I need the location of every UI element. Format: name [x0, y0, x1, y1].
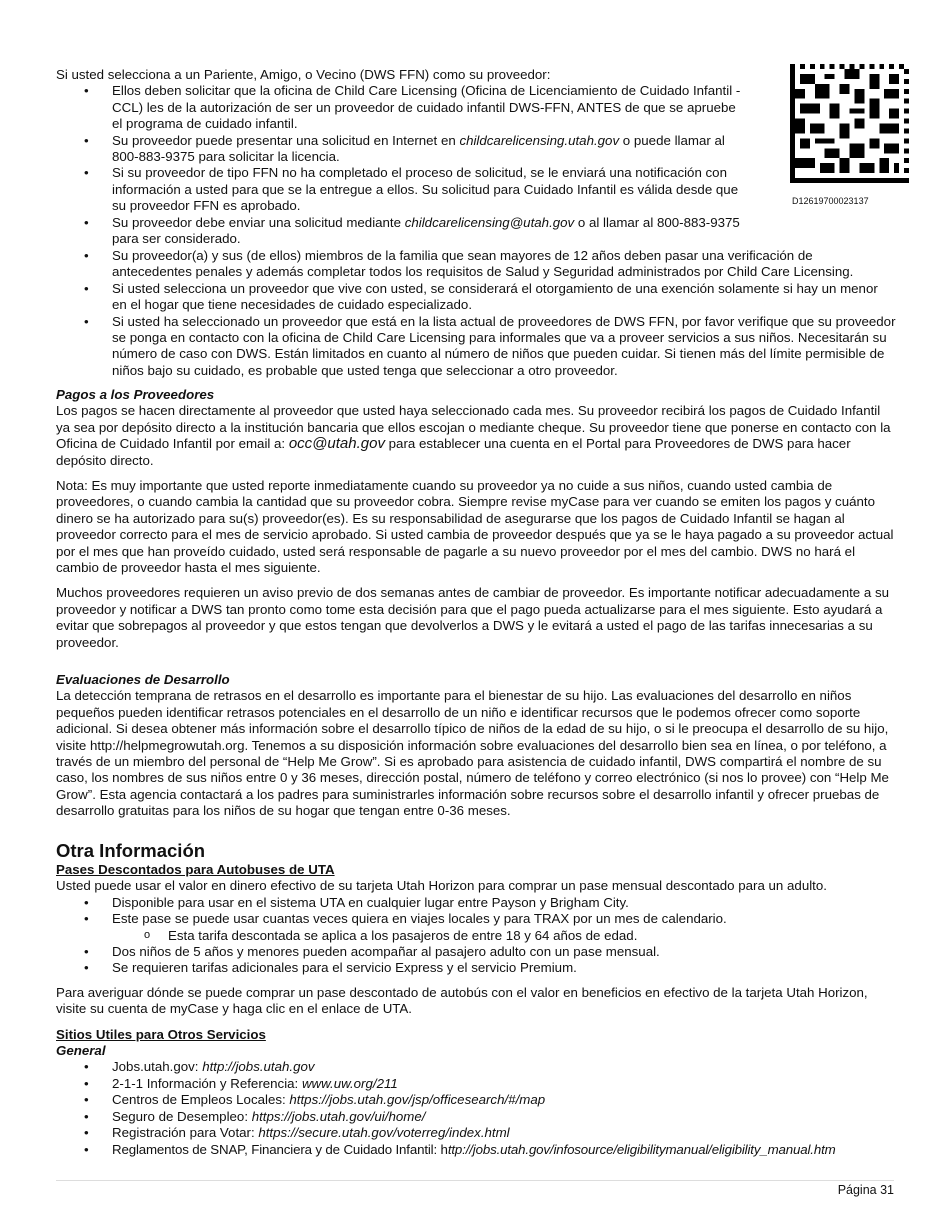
list-item: • Su proveedor(a) y sus (de ellos) miembros de la familia que sean mayores de 12 años deben pasar una verificación de antecedentes penales y además completar todos los requisitos de Salud y Seguridad administrados por Child Care Licensing. [56, 248, 896, 281]
list-item [56, 1092, 906, 1108]
pagos-section [56, 387, 896, 651]
otra-heading: Otra Información [56, 840, 206, 861]
link-label: Registración para Votar: [112, 1125, 259, 1141]
uta-bullet-list [56, 895, 906, 977]
list-item [56, 133, 746, 166]
list-item: • Dos niños de 5 años y menores pueden acompañar al pasajero adulto con un pase mensual. [56, 944, 906, 960]
footer-divider [56, 1180, 894, 1181]
general-subheading: General [56, 1043, 106, 1059]
list-item [56, 1059, 906, 1075]
list-item: • Si usted ha seleccionado un proveedor que está en la lista actual de proveedores de DWS FFN, por favor verifique que su proveedor se ponga en contacto con la oficina de Child Care Licensing para informales que va a proveer servicios a sus niños. Necesitarán su número de caso con DWS. Están limitados en cuanto al número de niños que pueden cuidar. Si tienen más del límite permisible de niños bajo su cuidado, es probable que usted tenga que seleccionar a otro proveedor. [56, 314, 896, 380]
list-item-text: o puede llamar al 800-883-9375 para solicitar la licencia. [112, 132, 725, 165]
evaluaciones-paragraph: La detección temprana de retrasos en el desarrollo es importante para el bienestar de su hijo. Las evaluaciones del desarrollo en niños pequeños pueden identificar retrasos potenciales en el desarrollo de un niño e identificar recursos que le podemos ofrecer como soporte adicional. Si desea obtener más información sobre el desarrollo típico de niños de la edad de su hijo, o si le preocupa el desarrollo de su hijo, visite http://helpmegrowutah.org. Tenemos a su disposición información sobre evaluaciones del desarrollo bien sea en línea, o por teléfono, a través de un miembro del personal de “Help Me Grow”. Si es aprobado para asistencia de cuidado infantil, DWS compartirá el nombre de su caso, los nombres de sus niños entre 0 y 36 meses, dirección postal, número de teléfono y correo electrónico (si nos lo provee) con “Help Me Grow”. Esta agencia contactará a los padres para suministrarles información sobre recursos sobre el desarrollo infantil y ofrecer pruebas de desarrollo gratuitas para los niños de su hogar que tengan entre 0-36 meses. [56, 688, 889, 819]
sitios-link-list [56, 1059, 906, 1157]
page-number: Página 31 [837, 1183, 894, 1197]
list-item: • Se requieren tarifas adicionales para el servicio Express y el servicio Premium. [56, 960, 906, 976]
list-item [56, 1076, 906, 1092]
pagos-paragraph-1 [56, 403, 896, 469]
list-item [56, 1142, 906, 1158]
paragraph-text: Los pagos se hacen directamente al proveedor que usted haya seleccionado cada mes. Su proveedor recibirá los pagos de Cuidado Infantil ya sea por depósito directo a la institución bancaria que ellos escojan o mediante cheque. Su proveedor tiene que ponerse en contacto con la Oficina de Cuidado Infantil por email a: [56, 403, 891, 452]
ffn-bullet-list [56, 83, 746, 247]
jobs-link[interactable]: http://jobs.utah.gov [202, 1059, 315, 1075]
list-item: • Si su proveedor de tipo FFN no ha completado el proceso de solicitud, se le enviará una notificación con información a usted para que se la entregue a ellos. Su solicitud para Cuidado Infantil es válida desde que su proveedor FFN es aprobado. [56, 165, 746, 214]
uw-211-link[interactable]: www.uw.org/211 [301, 1075, 398, 1091]
unemployment-link[interactable]: https://jobs.utah.gov/ui/home/ [251, 1108, 426, 1124]
list-item [56, 1109, 906, 1125]
link-label: Centros de Empleos Locales: [112, 1092, 290, 1108]
licensing-email-link[interactable]: childcarelicensing@utah.gov [404, 214, 575, 230]
list-item: • Disponible para usar en el sistema UTA en cualquier lugar entre Payson y Brigham City. [56, 895, 906, 911]
pagos-heading: Pagos a los Proveedores [56, 387, 215, 402]
licensing-website-link[interactable]: childcarelicensing.utah.gov [459, 132, 620, 148]
office-search-link[interactable]: https://jobs.utah.gov/jsp/officesearch/#/map [289, 1092, 546, 1108]
list-sub-item: o Esta tarifa descontada se aplica a los pasajeros de entre 18 y 64 años de edad. [56, 928, 906, 944]
uta-intro: Usted puede usar el valor en dinero efectivo de su tarjeta Utah Horizon para comprar un pase mensual descontado para un adulto. [56, 878, 827, 894]
ffn-section [56, 67, 796, 247]
sitios-heading: Sitios Utiles para Otros Servicios [56, 1026, 266, 1042]
barcode-number: D12619700023137 [792, 196, 869, 206]
list-item [56, 215, 746, 248]
pagos-paragraph-3: Muchos proveedores requieren un aviso previo de dos semanas antes de cambiar de proveedor. Es importante notificar adecuadamente a su proveedor y notificar a DWS tan pronto como tome esta decisión para que el pago pueda actualizarse para el mes siguiente. Esto ayudará a evitar que sobrepagos al proveedor y que estos tengan que devolverlos a DWS y le evitará a usted el pago de las tarifas innecesarias a su proveedor. [56, 585, 890, 650]
ffn-section-wide [56, 248, 896, 379]
uta-outro: Para averiguar dónde se puede comprar un pase descontado de autobús con el valor en beneficios en efectivo de la tarjeta Utah Horizon, visite su cuenta de myCase y haga clic en el enlace de UTA. [56, 984, 868, 1017]
list-item [56, 1125, 906, 1141]
ffn-bullet-list-2 [56, 248, 896, 379]
list-item-text: Su proveedor debe enviar una solicitud mediante [112, 214, 405, 230]
list-item: • Ellos deben solicitar que la oficina de Child Care Licensing (Oficina de Licenciamiento de Cuidado Infantil - CCL) les de la autorización de ser un proveedor de cuidado infantil DWS-FFN, ANTES de que se apruebe el programa de cuidado infantil. [56, 83, 746, 132]
link-label: 2-1-1 Información y Referencia: [112, 1075, 302, 1091]
datamatrix-barcode [790, 64, 909, 183]
link-label: Jobs.utah.gov: [112, 1059, 203, 1075]
list-item-text: o al llamar al 800-883-9375 para ser considerado. [112, 214, 740, 247]
link-label: Reglamentos de SNAP, Financiera y de Cuidado Infantil: h [112, 1141, 448, 1157]
list-item: • Este pase se puede usar cuantas veces quiera en viajes locales y para TRAX por un mes de calendario. [56, 911, 906, 927]
pagos-paragraph-2: Nota: Es muy importante que usted reporte inmediatamente cuando su proveedor ya no cuide a sus niños, cuando usted cambia de proveedores, o cuando cambia la cantidad que su proveedor cobra. Siempre revise myCase para ver cuando se emiten los pagos y cuánto dinero se ha autorizado para su(s) proveedor(es). Es su responsabilidad de asegurarse que los pagos de Cuidado Infantil se hagan al proveedor correcto para el mes de servicio aprobado. Si usted cambia de proveedor después que ya se le haya pagado a su proveedor actual por el mes que han proveído cuidado, usted será responsable de pagarle a su nuevo proveedor por el mes del cambio. DWS no hará el cambio de proveedor hasta el mes siguiente. [56, 478, 894, 576]
occ-email-link[interactable]: occ@utah.gov [288, 435, 385, 453]
voter-registration-link[interactable]: https://secure.utah.gov/voterreg/index.html [258, 1125, 510, 1141]
otra-section [56, 840, 906, 1158]
evaluaciones-section [56, 672, 896, 820]
link-label: Seguro de Desempleo: [112, 1108, 252, 1124]
evaluaciones-heading: Evaluaciones de Desarrollo [56, 672, 230, 687]
list-item: • Si usted selecciona un proveedor que vive con usted, se considerará el otorgamiento de una exención solamente si hay un menor en el hogar que tiene necesidades de cuidado especializado. [56, 281, 896, 314]
list-item-text: Su proveedor puede presentar una solicitud en Internet en [112, 132, 460, 148]
paragraph-text: para establecer una cuenta en el Portal para Proveedores de DWS para hacer depósito directo. [56, 436, 851, 468]
eligibility-manual-link[interactable]: ttp://jobs.utah.gov/infosource/eligibilitymanual/eligibility_manual.htm [447, 1141, 836, 1157]
uta-heading: Pases Descontados para Autobuses de UTA [56, 862, 335, 877]
ffn-intro: Si usted selecciona a un Pariente, Amigo, o Vecino (DWS FFN) como su proveedor: [56, 67, 551, 82]
